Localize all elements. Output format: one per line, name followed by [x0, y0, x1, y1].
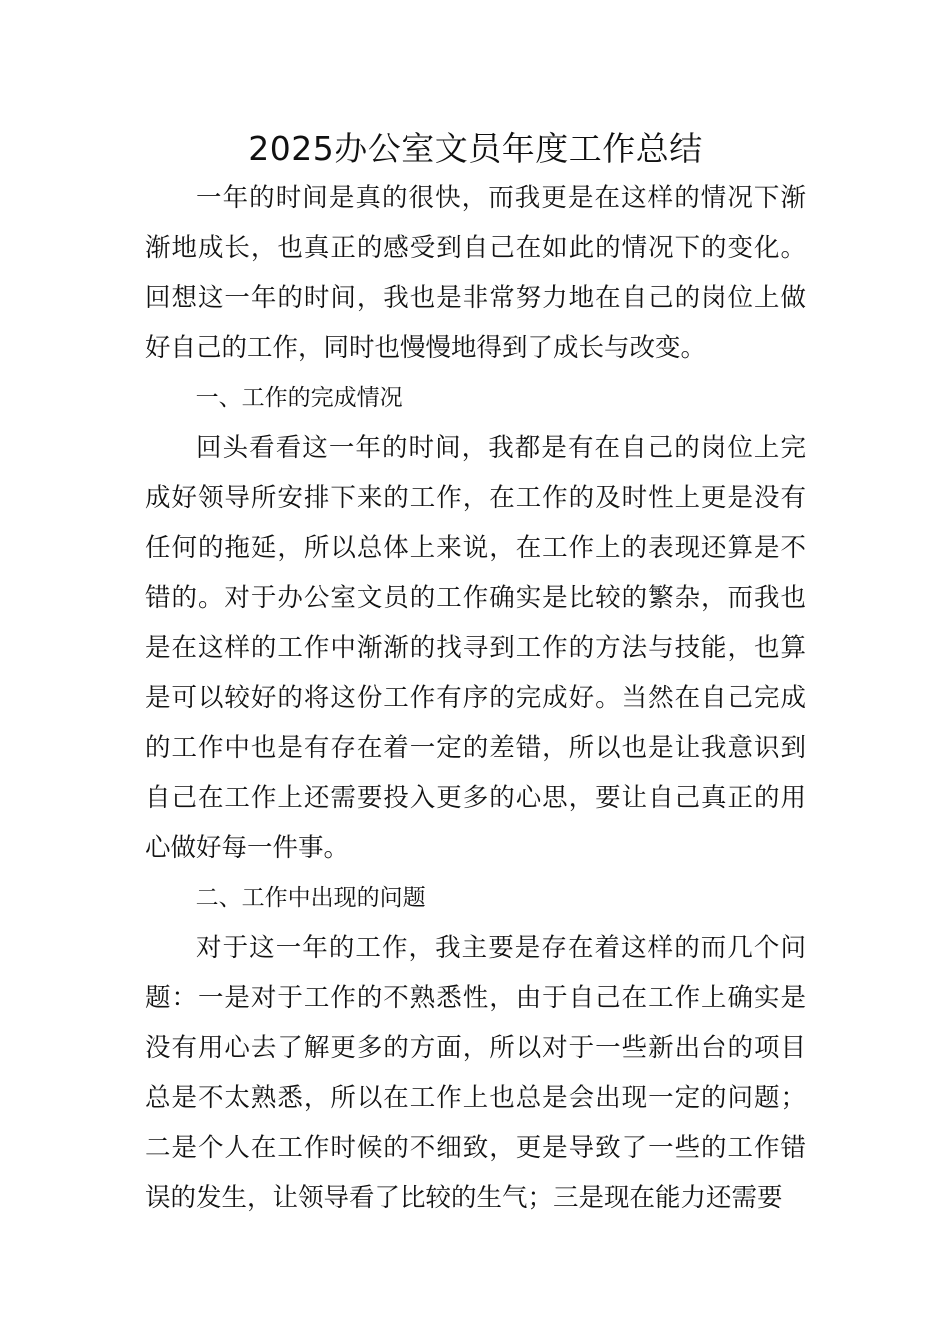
- section-heading-2: 二、工作中出现的问题: [195, 885, 426, 911]
- section-heading-1: 一、工作的完成情况: [195, 385, 403, 411]
- paragraph-work-completion: 回头看看这一年的时间，我都是有在自己的岗位上完成好领导所安排下来的工作，在工作的及时性上更是没有任何的拖延，所以总体上来说，在工作上的表现还算是不错的。对于办公室文员的工作确实是比较的繁杂，而我也是在这样的工作中渐渐的找寻到工作的方法与技能，也算是可以较好的将这份工作有序的完成好。当然在自己完成的工作中也是有存在着一定的差错，所以也是让我意识到自己在工作上还需要投入更多的心思，要让自己真正的用心做好每一件事。: [145, 433, 806, 863]
- document-title: 2025办公室文员年度工作总结: [248, 129, 703, 168]
- paragraph-intro: 一年的时间是真的很快，而我更是在这样的情况下渐渐地成长，也真正的感受到自己在如此的情况下的变化。回想这一年的时间，我也是非常努力地在自己的岗位上做好自己的工作，同时也慢慢地得到了成长与改变。: [145, 183, 806, 363]
- paragraph-work-problems: 对于这一年的工作，我主要是存在着这样的而几个问题：一是对于工作的不熟悉性，由于自己在工作上确实是没有用心去了解更多的方面，所以对于一些新出台的项目总是不太熟悉，所以在工作上也总是会出现一定的问题；二是个人在工作时候的不细致，更是导致了一些的工作错误的发生，让领导看了比较的生气；三是现在能力还需要: [145, 933, 806, 1213]
- document-page: [145, 125, 806, 1223]
